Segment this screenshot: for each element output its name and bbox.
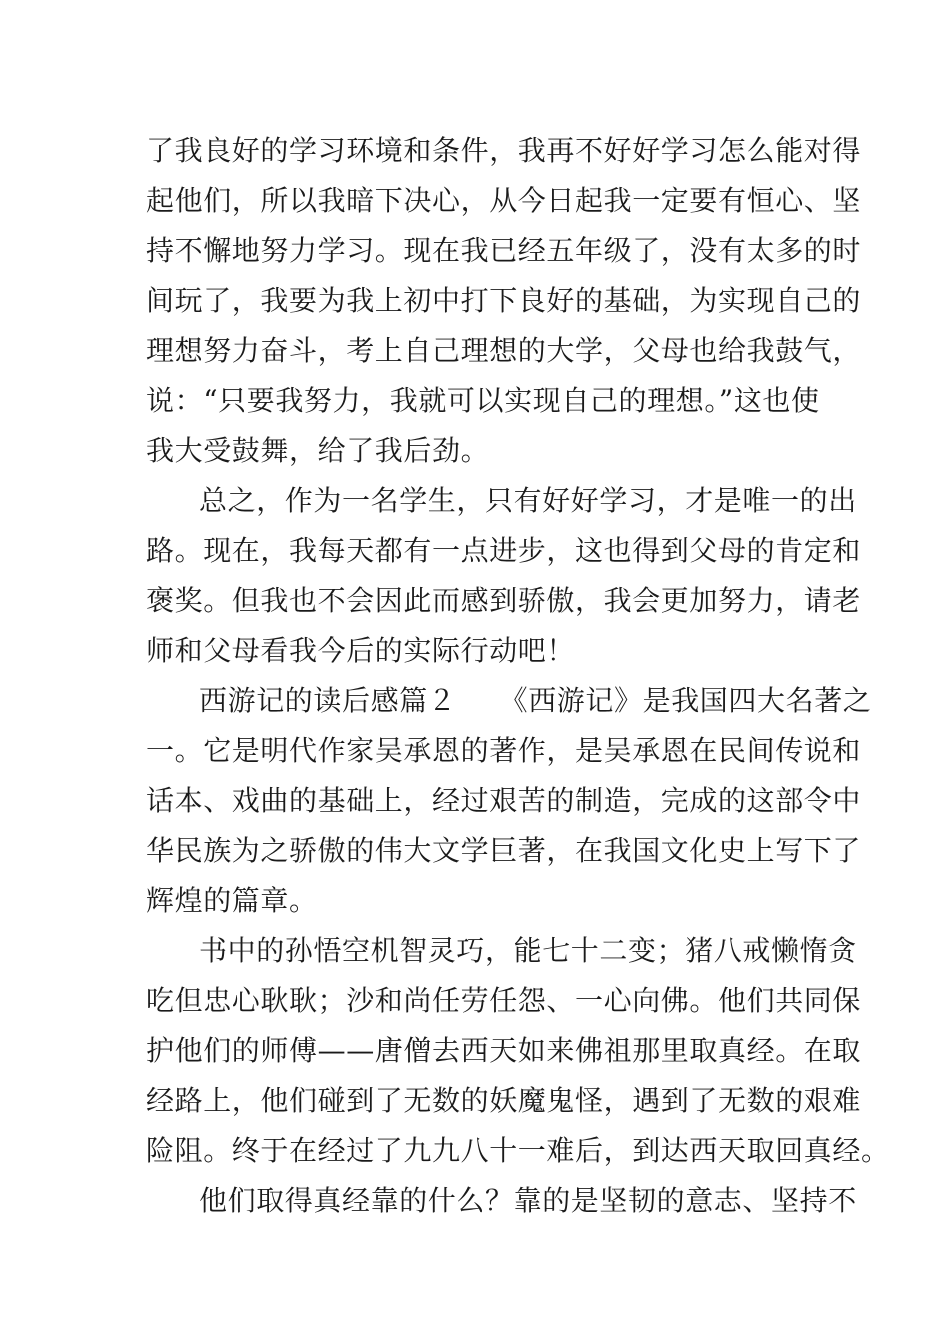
text-line: 路。现在，我每天都有一点进步，这也得到父母的肯定和 [146, 534, 862, 567]
text-line: 经路上，他们碰到了无数的妖魔鬼怪，遇到了无数的艰难 [146, 1084, 862, 1117]
paragraph-first-line: 总之，作为一名学生，只有好好学习，才是唯一的出 [199, 484, 857, 517]
text-line: 辉煌的篇章。 [146, 884, 318, 917]
text-line: 吃但忠心耿耿；沙和尚任劳任怨、一心向佛。他们共同保 [146, 984, 862, 1017]
text-line: 起他们，所以我暗下决心，从今日起我一定要有恒心、坚 [146, 184, 862, 217]
text-line: 间玩了，我要为我上初中打下良好的基础，为实现自己的 [146, 284, 862, 317]
text-line: 华民族为之骄傲的伟大文学巨著，在我国文化史上写下了 [146, 834, 862, 867]
text-line: 护他们的师傅——唐僧去西天如来佛祖那里取真经。在取 [146, 1034, 862, 1067]
text-line: 说：“只要我努力，我就可以实现自己的理想。”这也使 [146, 384, 820, 417]
paragraph-first-line: 他们取得真经靠的什么？靠的是坚韧的意志、坚持不 [199, 1184, 857, 1217]
paragraph-first-line: 书中的孙悟空机智灵巧，能七十二变；猪八戒懒惰贪 [199, 934, 857, 967]
text-line: 师和父母看我今后的实际行动吧！ [146, 634, 576, 667]
text-line: 险阻。终于在经过了九九八十一难后，到达西天取回真经。 [146, 1134, 890, 1167]
section-heading-line: 西游记的读后感篇２ 《西游记》是我国四大名著之 [199, 684, 872, 717]
text-line: 褒奖。但我也不会因此而感到骄傲，我会更加努力，请老 [146, 584, 862, 617]
text-line: 我大受鼓舞，给了我后劲。 [146, 434, 490, 467]
text-line: 了我良好的学习环境和条件，我再不好好学习怎么能对得 [146, 134, 862, 167]
text-line: 一。它是明代作家吴承恩的著作，是吴承恩在民间传说和 [146, 734, 862, 767]
text-line: 话本、戏曲的基础上，经过艰苦的制造，完成的这部令中 [146, 784, 862, 817]
text-line: 理想努力奋斗，考上自己理想的大学，父母也给我鼓气， [146, 334, 862, 367]
text-line: 持不懈地努力学习。现在我已经五年级了，没有太多的时 [146, 234, 862, 267]
